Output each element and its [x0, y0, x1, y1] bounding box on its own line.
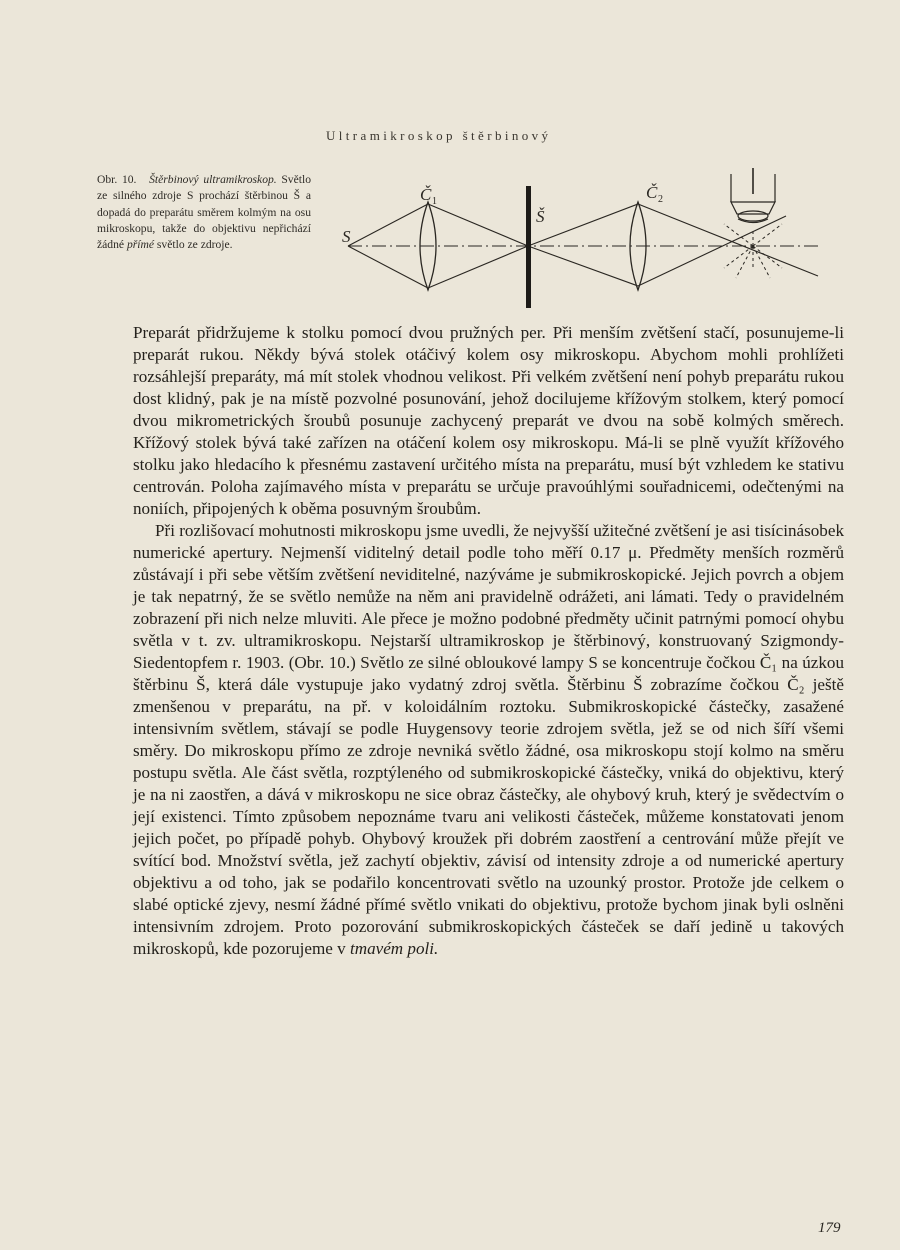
figure-caption [97, 172, 311, 253]
ray [428, 246, 528, 288]
body-text [133, 322, 844, 960]
label-lens-2-sub: 2 [658, 194, 663, 205]
caption-text-end: světlo ze zdroje. [156, 238, 233, 252]
page-number: 179 [818, 1220, 841, 1236]
label-lens-1-sub: 1 [432, 196, 437, 207]
caption-number: Obr. 10. [97, 173, 137, 186]
caption-emphasis: přímé [126, 238, 155, 252]
paragraph [133, 520, 844, 960]
paragraph-emphasis: tmavém poli. [349, 938, 439, 958]
paragraph: Preparát přidržujeme k stolku pomocí dvou pružných per. Při menším zvětšení stačí, posunujeme-li preparát rukou. Někdy bývá stolek otáčivý kolem osy mikroskopu. Abychom mohli prohlížeti rozsáhlejší preparáty, má mít stolek vhodnou velikost. Při velkém zvětšení není pohyb preparátu rukou dost klidný, pak je na místě pozvolné posunování, jehož docilujeme křížovým stolkem, který pomocí dvou mikrometrických šroubů posunuje zachycený preparát ve dvou na sobě kolmých směrech. Křížový stolek bývá také zařízen na otáčení kolem osy mikroskopu. Má-li se plně využít křížového stolku jako hledacího k přesnému zastavení určitého místa na preparátu, musí být vzhledem ke stativu centrován. Poloha zajímavého místa v preparátu se určuje pravoúhlými souřadnicemi, odečtenými na noniích, připojených k oběma posuvným šroubům. [133, 323, 844, 518]
scattered-light [724, 224, 782, 278]
running-head: Ultramikroskop štěrbinový [326, 128, 552, 143]
caption-text: Světlo ze silného zdroje S prochází štěrbinou Š a dopadá do preparátu směrem kolmým na osu mikroskopu, takže do objektivu nepřichází žádné [97, 173, 311, 252]
ultramicroscope-diagram [326, 162, 822, 312]
ray [528, 246, 638, 286]
ray [528, 204, 638, 246]
paragraph-text: Při rozlišovací mohutnosti mikroskopu jsme uvedli, že nejvyšší užitečné zvětšení je asi tisícinásobek numerické apertury. Nejmenší viditelný detail podle toho měří 0.17 μ. Předměty menších rozměrů zůstávají i při sebe větším zvětšení neviditelné, nazýváme je submikroskopické. Jejich povrch a objem je tak nepatrný, že se světlo nemůže na něm ani pravidelně odrážeti, ani lámati. Tedy o pravidelném zobrazení při nich nelze mluviti. Ale přece je možno podobné předměty učinit patrnými pomocí ohybu světla v t. zv. ultramikroskopu. Nejstarší ultramikroskop je štěrbinový, konstruovaný Szigmondy-Siedentopfem r. 1903. (Obr. 10.) Světlo ze silné obloukové lampy S se koncentruje čočkou Č₁ na úzkou štěrbinu Š, která dále vystupuje jako vydatný zdroj světla. Štěrbinu Š zobrazíme čočkou Č₂ ještě zmenšenou v preparátu, na př. v koloidálním roztoku. Submikroskopické částečky, zasažené intensivním světlem, stávají se podle Huygensovy teorie zdrojem světla, jež se od nich šíří všemi směry. Do mikroskopu přímo ze zdroje nevniká světlo žádné, osa mikroskopu stojí kolmo na směru postupu světla. Ale část světla, rozptýleného od submikroskopické částečky, vniká do objektivu, který je na ni zaostřen, a dává v mikroskopu ne sice obraz částečky, ale ohybový kruh, který je svědectvím o její existenci. Tímto způsobem nepoznáme tvaru ani velikosti částeček, můžeme konstatovati jenom jejich počet, po případě pohyb. Ohybový kroužek při dobrém zaostření a centrování může přejít ve svítící bod. Množství světla, jež zachytí objektiv, závisí od intensity zdroje a od numerické apertury objektivu a od toho, jak se podařilo koncentrovati světlo na uzounký prostor. Protože jde celkem o slabé optické zjevy, nesmí žádné přímé světlo vnikati do objektivu, protože bychom jinak byli oslněni intensivním zdrojem. Proto pozorování submikroskopických částeček se daří jedině u takových mikroskopů, kde pozorujeme v [133, 520, 844, 958]
objective [731, 168, 775, 223]
label-lens-1: Č [420, 185, 432, 204]
ray [348, 246, 428, 288]
label-lens-2: Č [646, 183, 658, 202]
caption-title: Štěrbinový ultramikroskop. [149, 173, 277, 186]
ray [638, 216, 786, 286]
slit [526, 186, 531, 308]
label-source: S [342, 227, 351, 246]
label-slit: Š [536, 207, 545, 226]
ray [348, 204, 428, 246]
ray [428, 204, 528, 246]
